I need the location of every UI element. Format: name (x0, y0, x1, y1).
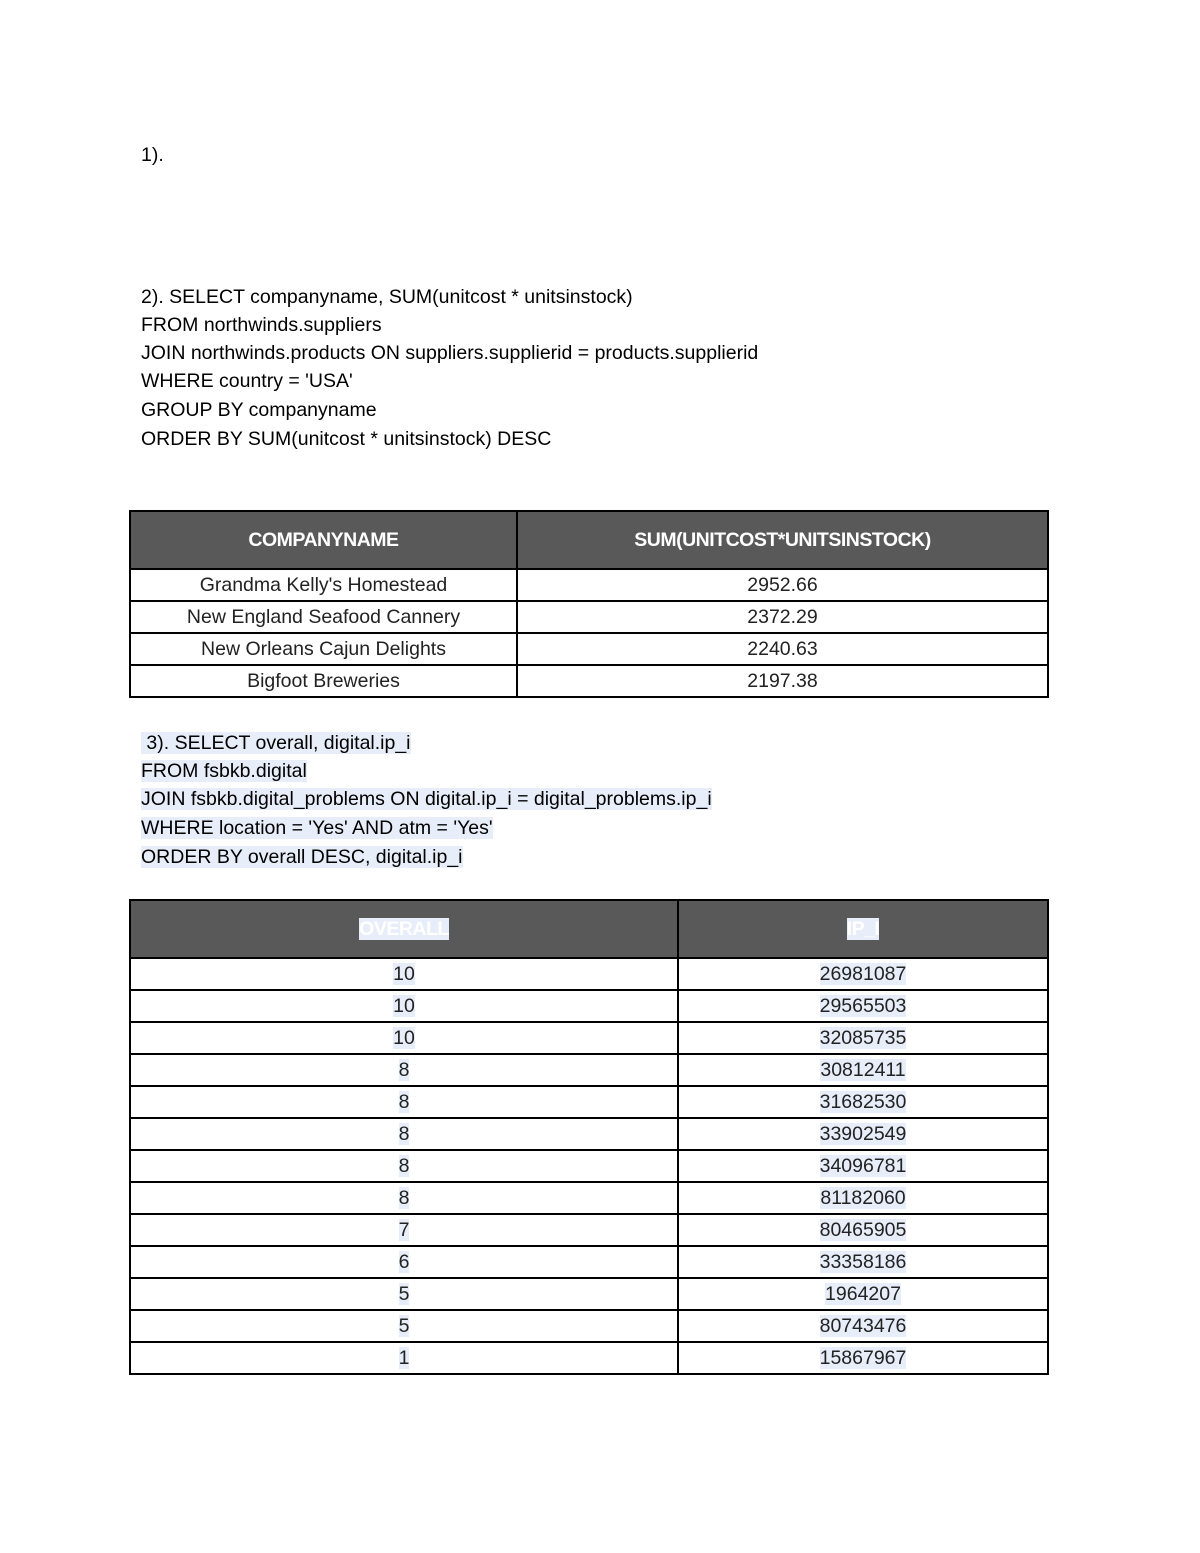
column-header: COMPANYNAME (130, 511, 517, 569)
q3-sql-line (141, 729, 411, 757)
table-cell-text: 5 (398, 1314, 410, 1337)
table-row (130, 1086, 1048, 1118)
table-cell-text: 10 (393, 962, 415, 985)
table-cell-text: 8 (398, 1058, 410, 1081)
table-row (130, 665, 1048, 697)
table-header-row (130, 900, 1048, 958)
table-cell-text: 81182060 (820, 1186, 906, 1209)
table-cell (678, 1086, 1048, 1118)
table-row (130, 633, 1048, 665)
q3-sql-line (141, 814, 493, 842)
q3-sql-text: ORDER BY overall DESC, digital.ip_i (141, 846, 463, 868)
q2-result-table (129, 510, 1049, 698)
table-cell (130, 1214, 678, 1246)
table-row (130, 1182, 1048, 1214)
table-row (130, 1118, 1048, 1150)
table-cell (678, 1246, 1048, 1278)
table-cell-text: 29565503 (819, 994, 907, 1017)
q3-result-table (129, 899, 1049, 1375)
table-cell-text: 8 (398, 1090, 410, 1113)
table-cell (678, 958, 1048, 990)
table-cell-text: 33902549 (819, 1122, 907, 1145)
q3-sql-text: WHERE location = 'Yes' AND atm = 'Yes' (141, 817, 493, 839)
table-row (130, 1310, 1048, 1342)
table-cell: Bigfoot Breweries (130, 665, 517, 697)
q3-sql-text: JOIN fsbkb.digital_problems ON digital.ip_i = digital_problems.ip_i (141, 788, 712, 810)
table-row (130, 1214, 1048, 1246)
q2-sql-line: JOIN northwinds.products ON suppliers.supplierid = products.supplierid (141, 342, 759, 364)
table-cell-text: 10 (393, 994, 415, 1017)
table-cell-text: 7 (398, 1218, 410, 1241)
table-cell (130, 1310, 678, 1342)
table-cell: 2197.38 (517, 665, 1048, 697)
table-cell (130, 990, 678, 1022)
table-cell (130, 1342, 678, 1374)
table-cell (678, 1214, 1048, 1246)
table-cell-text: 6 (398, 1250, 410, 1273)
table-cell (130, 1278, 678, 1310)
table-cell: 2240.63 (517, 633, 1048, 665)
table-cell-text: 33358186 (819, 1250, 907, 1273)
table-row (130, 1278, 1048, 1310)
q2-sql-line: 2). SELECT companyname, SUM(unitcost * unitsinstock) (141, 286, 633, 308)
q2-sql-line: ORDER BY SUM(unitcost * unitsinstock) DESC (141, 428, 552, 450)
table-cell (130, 1118, 678, 1150)
table-cell (130, 1246, 678, 1278)
table-cell (130, 1150, 678, 1182)
table-cell (130, 1054, 678, 1086)
table-cell-text: 5 (398, 1282, 410, 1305)
table-cell: 2952.66 (517, 569, 1048, 601)
table-cell (678, 1278, 1048, 1310)
table-row (130, 1150, 1048, 1182)
table-cell-text: 15867967 (819, 1346, 907, 1369)
column-header (678, 900, 1048, 958)
table-cell-text: 34096781 (819, 1154, 907, 1177)
table-cell (678, 1150, 1048, 1182)
table-cell-text: 80743476 (819, 1314, 907, 1337)
table-cell-text: 1 (398, 1346, 410, 1369)
q3-sql-line (141, 757, 307, 785)
q3-sql-text: 3). SELECT overall, digital.ip_i (141, 732, 411, 754)
column-header-text: OVERALL (359, 917, 449, 940)
table-cell-text: 30812411 (820, 1058, 906, 1081)
table-cell (130, 1086, 678, 1118)
q3-sql-line (141, 785, 712, 813)
table-cell-text: 26981087 (819, 962, 907, 985)
table-cell (678, 1182, 1048, 1214)
table-cell-text: 1964207 (825, 1282, 901, 1305)
table-cell: New Orleans Cajun Delights (130, 633, 517, 665)
q2-sql-line: FROM northwinds.suppliers (141, 314, 382, 336)
table-row (130, 1342, 1048, 1374)
table-cell (678, 1118, 1048, 1150)
table-header-row (130, 511, 1048, 569)
table-cell-text: 8 (398, 1122, 410, 1145)
q3-sql-line (141, 843, 463, 871)
table-cell (678, 990, 1048, 1022)
table-cell (130, 1182, 678, 1214)
table-row (130, 569, 1048, 601)
table-cell (130, 1022, 678, 1054)
column-header-text: IP_I (846, 917, 880, 940)
q2-sql-line: GROUP BY companyname (141, 399, 377, 421)
table-row (130, 1022, 1048, 1054)
table-cell (678, 1342, 1048, 1374)
table-cell: New England Seafood Cannery (130, 601, 517, 633)
table-cell (678, 1310, 1048, 1342)
table-cell-text: 8 (398, 1186, 410, 1209)
table-cell-text: 8 (398, 1154, 410, 1177)
table-row (130, 958, 1048, 990)
table-row (130, 1246, 1048, 1278)
q2-sql-line: WHERE country = 'USA' (141, 370, 353, 392)
q3-sql-text: FROM fsbkb.digital (141, 760, 307, 782)
question-1-label: 1). (141, 144, 164, 166)
column-header (130, 900, 678, 958)
column-header: SUM(UNITCOST*UNITSINSTOCK) (517, 511, 1048, 569)
table-cell-text: 32085735 (819, 1026, 907, 1049)
table-row (130, 990, 1048, 1022)
table-cell-text: 31682530 (819, 1090, 907, 1113)
table-cell-text: 80465905 (819, 1218, 907, 1241)
table-cell: 2372.29 (517, 601, 1048, 633)
table-row (130, 1054, 1048, 1086)
table-cell-text: 10 (393, 1026, 415, 1049)
table-cell: Grandma Kelly's Homestead (130, 569, 517, 601)
table-row (130, 601, 1048, 633)
table-cell (130, 958, 678, 990)
table-cell (678, 1022, 1048, 1054)
table-cell (678, 1054, 1048, 1086)
